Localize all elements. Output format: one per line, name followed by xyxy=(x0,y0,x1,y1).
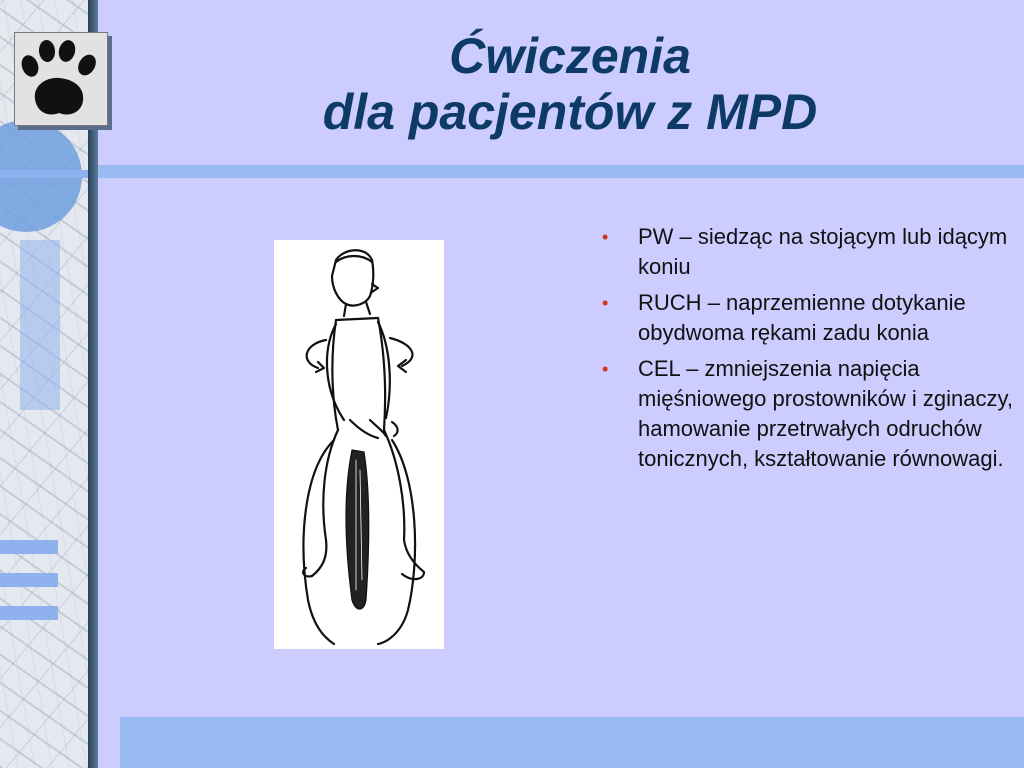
bullet-item-pw xyxy=(598,222,1018,282)
sidebar-stripe xyxy=(0,573,58,587)
paw-print-icon xyxy=(15,33,107,125)
bullet-dot-icon: • xyxy=(602,227,609,247)
bullet-dot-icon: • xyxy=(602,293,609,313)
sidebar-stripe xyxy=(0,606,58,620)
paw-logo xyxy=(14,32,108,126)
rider-on-horse-sketch xyxy=(274,240,444,649)
slide-title xyxy=(120,28,1020,140)
rider-illustration xyxy=(274,240,444,649)
bullet-dot-icon: • xyxy=(602,359,609,379)
bullet-text: PW – siedząc na stojącym lub idącym koniu xyxy=(638,224,1008,279)
bullet-item-cel xyxy=(598,354,1018,474)
bullet-text: CEL – zmniejszenia napięcia mięśniowego prostowników i zginaczy, hamowanie przetrwałych odruchów tonicznych, kształtowanie równowagi. xyxy=(638,356,1013,471)
sidebar-blue-bar xyxy=(0,170,88,178)
bullet-item-ruch xyxy=(598,288,1018,348)
bullet-text: RUCH – naprzemienne dotykanie obydwoma rękami zadu konia xyxy=(638,290,966,345)
bullet-list xyxy=(598,222,1018,480)
title-line-1: Ćwiczenia xyxy=(449,28,691,84)
sidebar-stripe xyxy=(0,540,58,554)
title-line-2: dla pacjentów z MPD xyxy=(322,84,818,140)
sidebar-blue-bar xyxy=(20,240,60,410)
title-underline-bar xyxy=(98,165,1024,178)
footer-bar xyxy=(120,717,1024,768)
